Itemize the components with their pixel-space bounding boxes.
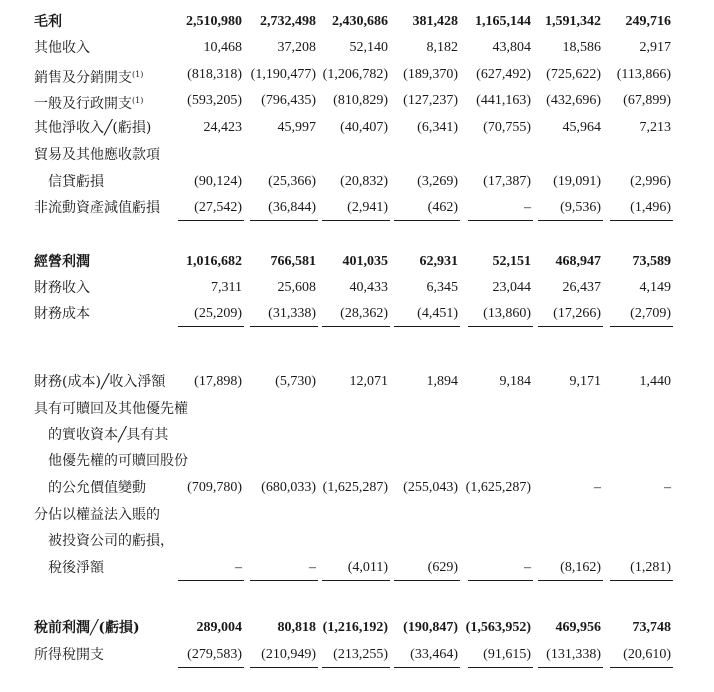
value-cell: (4,011) [347,560,388,575]
row-label [34,66,143,87]
value-cell: (1,625,287) [322,480,388,495]
value-cell: (2,996) [630,174,671,189]
row-label [34,199,160,217]
row-label [34,39,90,57]
value-cell: – [309,560,316,575]
subtotal-rule [468,667,533,668]
value-cell: (20,832) [340,174,388,189]
footnote-marker: (1) [132,96,144,105]
value-cell: 2,732,498 [260,14,316,29]
value-cell: (1,281) [630,560,671,575]
value-cell: (8,162) [560,560,601,575]
value-cell: (25,209) [194,306,242,321]
value-cell: 7,311 [211,280,242,295]
value-cell: 45,964 [562,120,601,135]
value-cell: (91,615) [483,647,531,662]
value-cell: 1,165,144 [475,14,531,29]
row-label-text: 稅前利潤╱(虧損) [34,620,140,636]
value-cell: (796,435) [261,93,316,108]
value-cell: 249,716 [625,14,671,29]
row-label [34,506,160,524]
value-cell: 80,818 [277,620,316,635]
row-label [34,279,90,297]
subtotal-rule [538,580,603,581]
value-cell: – [664,480,671,495]
subtotal-rule [322,580,390,581]
row-label [34,119,151,137]
value-cell: – [524,200,531,215]
value-cell: (20,610) [623,647,671,662]
value-cell: (33,464) [410,647,458,662]
row-label-text: 毛利 [34,14,62,30]
subtotal-rule [538,326,603,327]
row-label [34,146,160,164]
subtotal-rule [178,580,244,581]
subtotal-rule [610,667,673,668]
row-label [34,373,165,391]
value-cell: (462) [427,200,458,215]
value-cell: (17,387) [483,174,531,189]
value-cell: (40,407) [340,120,388,135]
row-label [34,479,146,497]
value-cell: (3,269) [417,174,458,189]
row-label [34,305,90,323]
row-label [34,619,140,637]
row-label-text: 的實收資本╱具有其 [34,427,169,443]
subtotal-rule [250,326,318,327]
value-cell: (19,091) [553,174,601,189]
value-cell: 45,997 [277,120,316,135]
value-cell: (1,190,477) [250,67,316,82]
subtotal-rule [250,667,318,668]
value-cell: 40,433 [349,280,388,295]
value-cell: (1,206,782) [322,67,388,82]
value-cell: (709,780) [187,480,242,495]
value-cell: (810,829) [333,93,388,108]
value-cell: 23,044 [492,280,531,295]
value-cell: (5,730) [275,374,316,389]
value-cell: 381,428 [412,14,458,29]
row-label-text: 非流動資產減值虧損 [34,200,160,216]
value-cell: 10,468 [203,40,242,55]
subtotal-rule [322,220,390,221]
value-cell: 289,004 [196,620,242,635]
row-label [34,400,188,418]
value-cell: (113,866) [616,67,671,82]
row-label [34,173,104,191]
value-cell: (432,696) [546,93,601,108]
row-label-text: 貿易及其他應收款項 [34,147,160,163]
value-cell: 24,423 [203,120,242,135]
value-cell: 2,917 [639,40,671,55]
value-cell: 766,581 [270,254,316,269]
value-cell: (127,237) [403,93,458,108]
value-cell: (6,341) [417,120,458,135]
subtotal-rule [468,326,533,327]
subtotal-rule [394,667,460,668]
value-cell: 2,510,980 [186,14,242,29]
subtotal-rule [250,220,318,221]
value-cell: (28,362) [340,306,388,321]
value-cell: – [235,560,242,575]
value-cell: 1,016,682 [186,254,242,269]
footnote-marker: (1) [132,70,144,79]
row-label-text: 分佔以權益法入賬的 [34,507,160,523]
value-cell: (1,625,287) [465,480,531,495]
row-label-text: 其他收入 [34,40,90,56]
value-cell: (27,542) [194,200,242,215]
value-cell: 7,213 [639,120,671,135]
value-cell: (213,255) [333,647,388,662]
value-cell: (680,033) [261,480,316,495]
subtotal-rule [538,220,603,221]
row-label [34,13,62,31]
value-cell: – [524,560,531,575]
value-cell: (279,583) [187,647,242,662]
value-cell: (2,709) [630,306,671,321]
value-cell: (36,844) [268,200,316,215]
value-cell: 43,804 [492,40,531,55]
row-label [34,646,104,664]
value-cell: (593,205) [187,93,242,108]
row-label-text: 其他淨收入╱(虧損) [34,120,152,136]
value-cell: (13,860) [483,306,531,321]
subtotal-rule [394,580,460,581]
value-cell: 8,182 [426,40,458,55]
value-cell: 468,947 [555,254,601,269]
value-cell: (17,266) [553,306,601,321]
subtotal-rule [468,580,533,581]
subtotal-rule [610,326,673,327]
row-label-text: 所得稅開支 [34,647,104,663]
subtotal-rule [394,220,460,221]
value-cell: 9,184 [499,374,531,389]
row-label [34,532,174,550]
value-cell: 2,430,686 [332,14,388,29]
subtotal-rule [178,220,244,221]
value-cell: (441,163) [476,93,531,108]
row-label-text: 信貸虧損 [34,174,104,190]
row-label [34,426,168,444]
value-cell: (255,043) [403,480,458,495]
value-cell: 6,345 [426,280,458,295]
row-label-text: 一般及行政開支 [34,96,132,112]
value-cell: (25,366) [268,174,316,189]
value-cell: (131,338) [546,647,601,662]
value-cell: 52,151 [492,254,531,269]
row-label [34,452,188,470]
value-cell: 26,437 [562,280,601,295]
value-cell: (67,899) [623,93,671,108]
value-cell: (818,318) [187,67,242,82]
row-label-text: 財務成本 [34,306,90,322]
value-cell: (629) [427,560,458,575]
value-cell: 1,591,342 [545,14,601,29]
value-cell: 25,608 [277,280,316,295]
value-cell: (190,847) [403,620,458,635]
value-cell: 4,149 [639,280,671,295]
value-cell: 12,071 [349,374,388,389]
row-label-text: 被投資公司的虧損， [34,533,174,549]
value-cell: 73,748 [632,620,671,635]
value-cell: 401,035 [342,254,388,269]
value-cell: 469,956 [555,620,601,635]
value-cell: (725,622) [546,67,601,82]
row-label-text: 的公允價值變動 [34,480,146,496]
value-cell: (1,216,192) [322,620,388,635]
value-cell: – [594,480,601,495]
row-label-text: 稅後淨額 [34,560,104,576]
value-cell: (2,941) [347,200,388,215]
row-label [34,559,104,577]
subtotal-rule [610,220,673,221]
value-cell: 1,894 [426,374,458,389]
subtotal-rule [178,667,244,668]
subtotal-rule [538,667,603,668]
value-cell: 9,171 [569,374,601,389]
row-label-text: 經營利潤 [34,254,90,270]
value-cell: 73,589 [632,254,671,269]
value-cell: (1,496) [630,200,671,215]
value-cell: (17,898) [194,374,242,389]
value-cell: (627,492) [476,67,531,82]
value-cell: 1,440 [639,374,671,389]
subtotal-rule [468,220,533,221]
value-cell: (189,370) [403,67,458,82]
value-cell: 52,140 [349,40,388,55]
subtotal-rule [178,326,244,327]
value-cell: (90,124) [194,174,242,189]
row-label [34,92,143,113]
subtotal-rule [322,667,390,668]
row-label-text: 財務(成本)╱收入淨額 [34,374,166,390]
row-label-text: 財務收入 [34,280,90,296]
value-cell: (1,563,952) [465,620,531,635]
value-cell: 18,586 [562,40,601,55]
subtotal-rule [610,580,673,581]
value-cell: (210,949) [261,647,316,662]
value-cell: 62,931 [419,254,458,269]
value-cell: (70,755) [483,120,531,135]
value-cell: (31,338) [268,306,316,321]
subtotal-rule [394,326,460,327]
row-label-text: 他優先權的可贖回股份 [34,453,188,469]
row-label-text: 具有可贖回及其他優先權 [34,401,188,417]
subtotal-rule [250,580,318,581]
value-cell: 37,208 [277,40,316,55]
row-label-text: 銷售及分銷開支 [34,70,132,86]
value-cell: (9,536) [560,200,601,215]
subtotal-rule [322,326,390,327]
value-cell: (4,451) [417,306,458,321]
row-label [34,253,90,271]
